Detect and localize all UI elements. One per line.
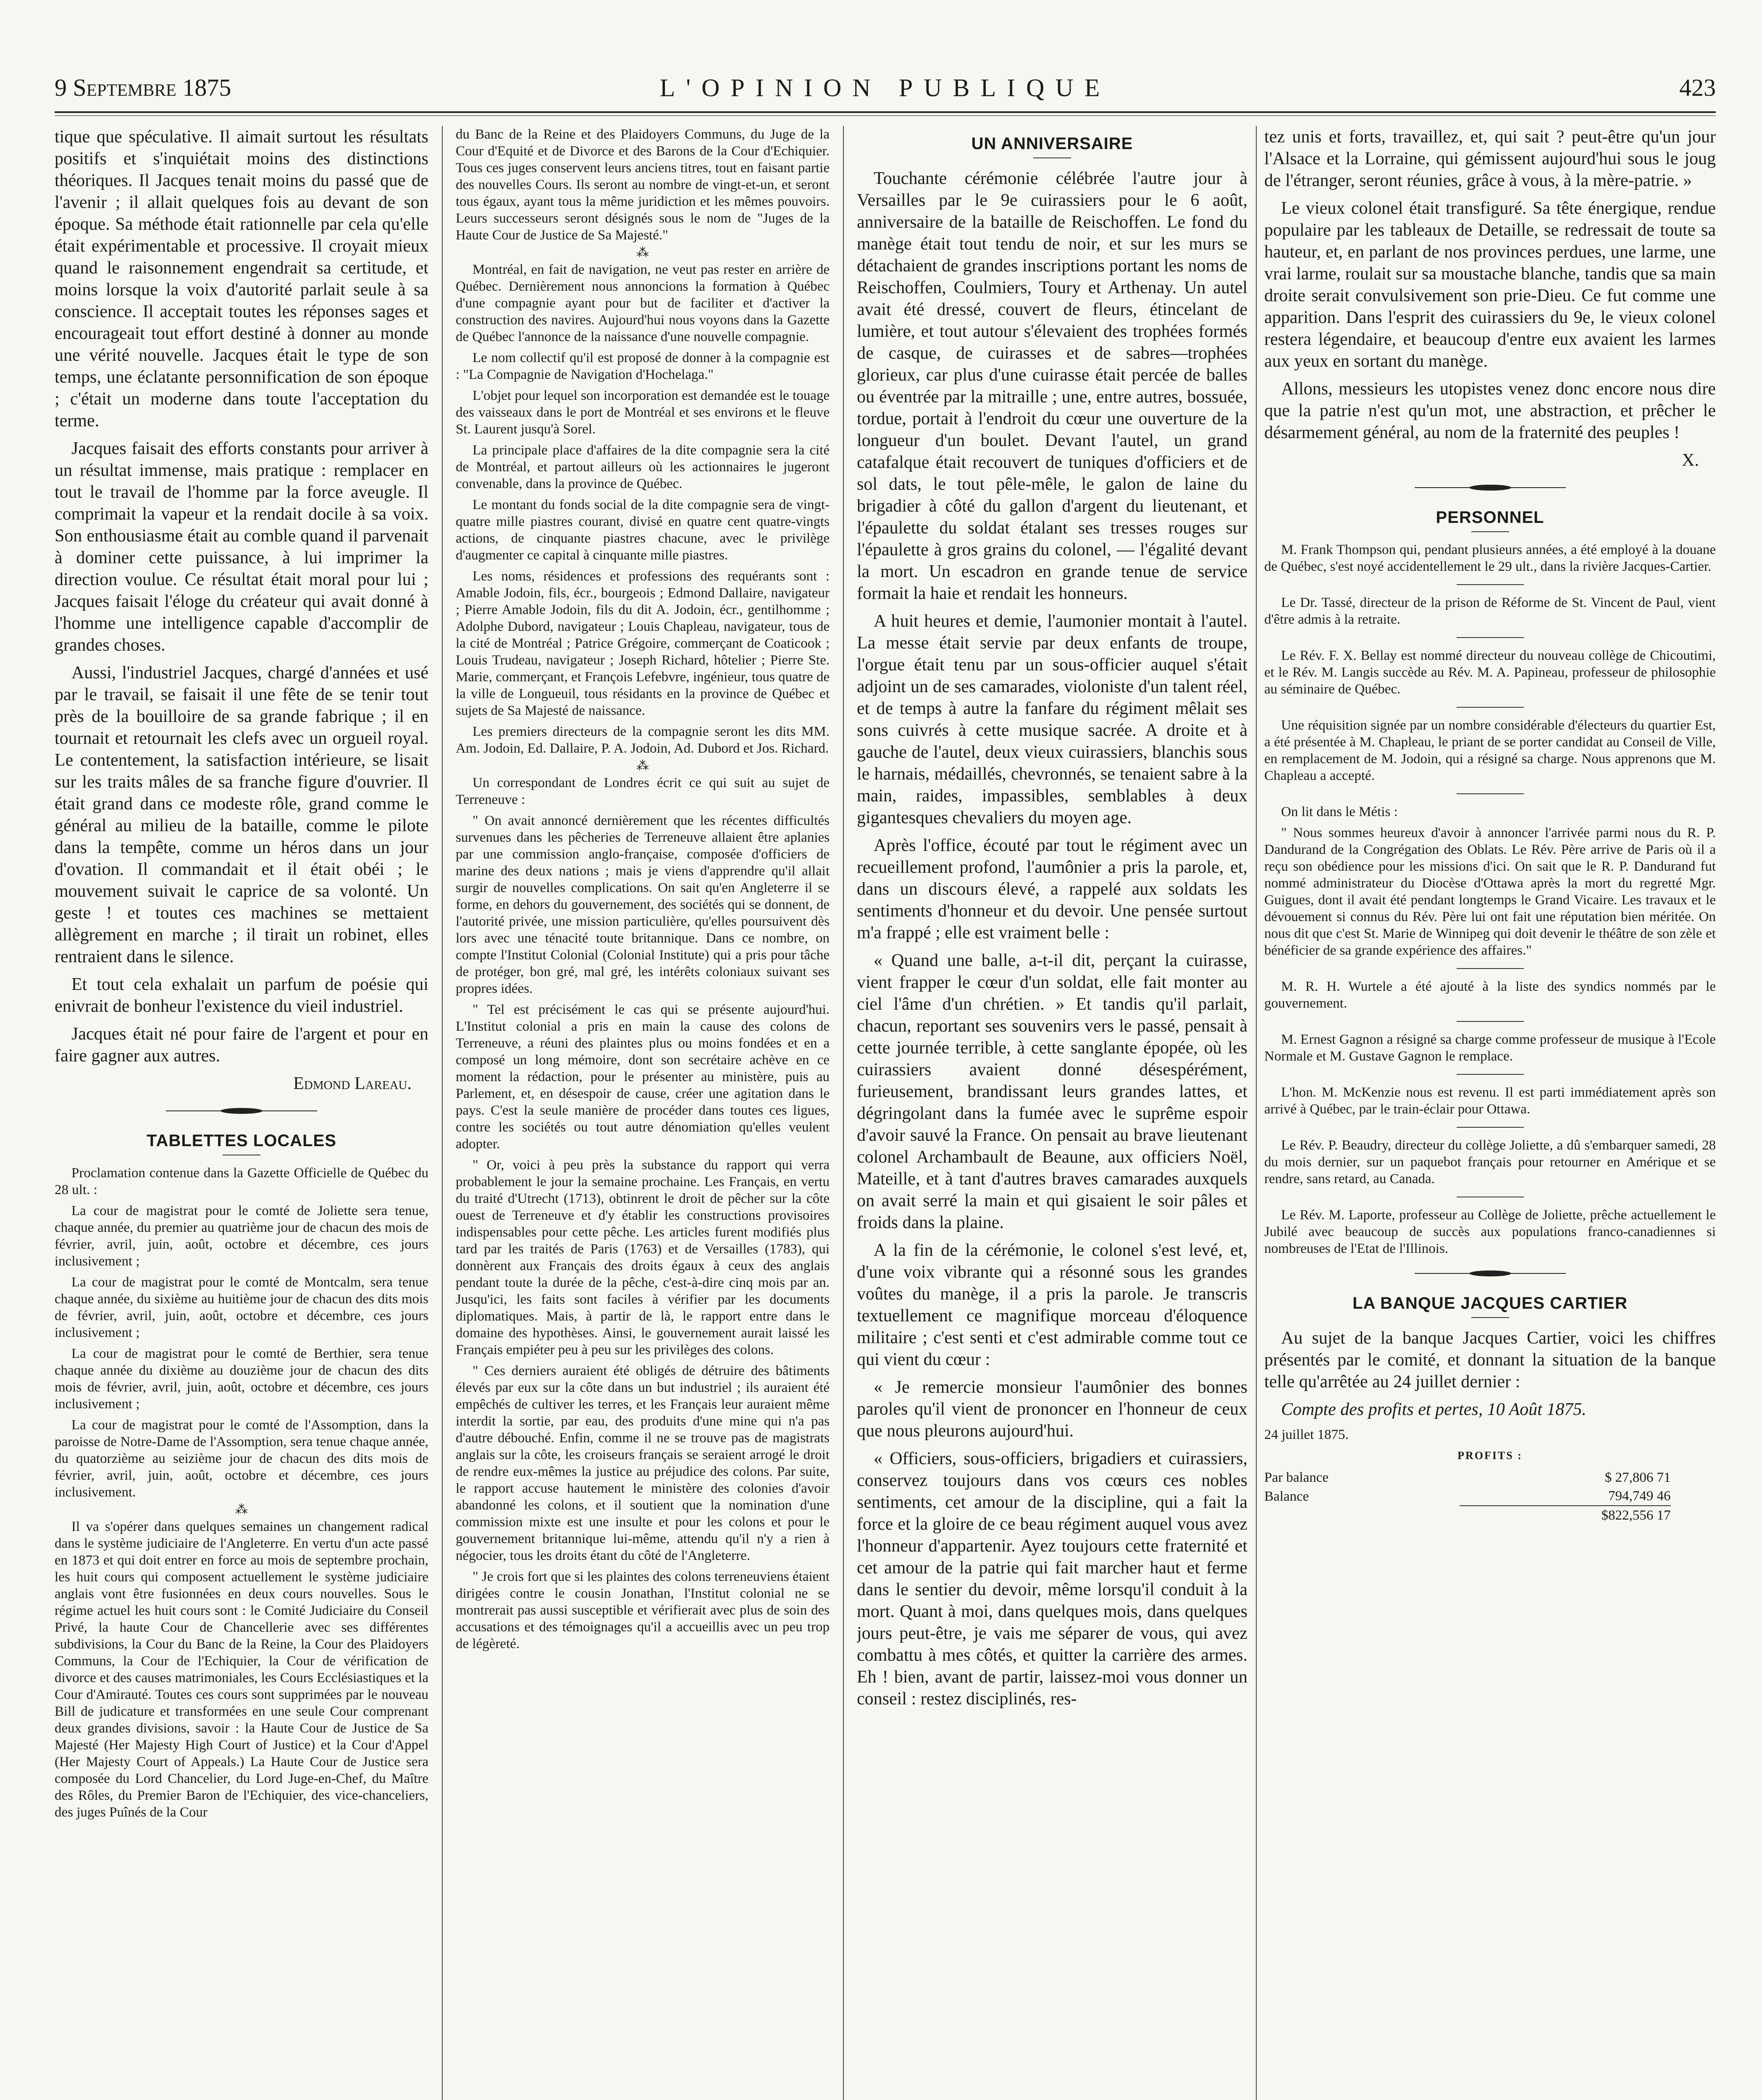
notice-divider	[1457, 1021, 1524, 1022]
header-title: L'OPINION PUBLIQUE	[659, 74, 1111, 102]
rule-ornament-icon	[1415, 1270, 1566, 1277]
table-row	[1264, 1468, 1671, 1487]
article-paragraph: « Officiers, sous-officiers, brigadiers et cuirassiers, conservez toujours dans vos cœurs ces nobles sentiments, cet amour de la discipline, qui a fait la force et la gloire de ce beau régiment auquel vous avez l'honneur d'appartenir. Ayez toujours cette fraternité et cet amour de la patrie qui fait marcher haut et ferme dans le sentier du devoir, même lorsqu'il conduit à la mort. Quant à moi, dans quelques mois, dans quelques jours peut-être, je vais me séparer de vous, qui avez combattu à mes côtés, et quitter la carrière des armes. Eh ! bien, avant de partir, laissez-moi vous donner un conseil : restez disciplinés, res-	[857, 1449, 1247, 1709]
table-date: 24 juillet 1875.	[1264, 1427, 1349, 1442]
notice-paragraph: L'objet pour lequel son incorporation est demandée est le touage des vaisseaux dans le port de Montréal et ses environs et le fleuve St. Laurent jusqu'à Sorel.	[456, 388, 830, 437]
notice-paragraph: Les noms, résidences et professions des requérants sont : Amable Jodoin, fils, écr., bourgeois ; Edmond Dallaire, navigateur ; Pierre Amable Jodoin, fils du dit A. Jodoin, écr., gentilhomme ; Adolphe Dubord, navigateur ; Louis Chapleau, navigateur, tous de la cité de Montréal ; Patrice Grégoire, commerçant de Coaticook ; Louis Trudeau, navigateur ; Joseph Richard, hôtelier ; Pierre Ste. Marie, commerçant, et François Lefebvre, ingénieur, tous quatre de la ville de Longueuil, tous résidants en la province de Québec et sujets de Sa Majesté de naissance.	[456, 569, 830, 718]
article-paragraph: Compte des profits et pertes, 10 Août 1875.	[1281, 1400, 1586, 1419]
notice-paragraph: La cour de magistrat pour le comté de Berthier, sera tenue chaque année du dixième au douzième jour de chacun des dits mois de février, avril, juin, août, octobre et décembre, ces jours inclusivement ;	[55, 1346, 428, 1412]
article-paragraph: Allons, messieurs les utopistes venez donc encore nous dire que la patrie n'est qu'un mot, une abstraction, et prêcher le désarmement général, au nom de la fraternité des peuples !	[1264, 379, 1716, 442]
notice-divider	[1457, 793, 1524, 794]
notice-paragraph: Un correspondant de Londres écrit ce qui suit au sujet de Terreneuve :	[456, 775, 830, 807]
section-heading: LA BANQUE JACQUES CARTIER	[1352, 1294, 1628, 1312]
header-rule	[55, 111, 1716, 113]
notice-paragraph: " Tel est précisément le cas qui se présente aujourd'hui. L'Institut colonial a pris en main la cause des colons de Terreneuve, a réuni des plaintes plus ou moins fondées et en a composé un long mémoire, dont son secrétaire achève en ce moment la rédaction, pour le présenter au ministère, puis au Parlement, et, en désespoir de cause, créer une agitation dans le pays. C'est la seule manière de procéder dans toutes ces ligues, contre les sociétés ou tout autre dénomiation qu'elles veulent adopter.	[456, 1002, 830, 1152]
row-label: Par balance	[1264, 1470, 1329, 1485]
article-paragraph: Aussi, l'industriel Jacques, chargé d'années et usé par le travail, se faisait il une fête de se tenir tout près de la bouilloire de sa grande fabrique ; il en tournait et retournait les clefs avec un orgueil royal. Le contentement, la satisfaction intérieure, se lisait sur les traits mâles de sa franche figure d'ouvrier. Il était grand dans ce modeste rôle, grand comme le général au milieu de la bataille, comme le pilote dans la tempête, comme un héros dans un jour d'ovation. Il commandait et il était obéi ; le mouvement suivait le caprice de sa volonté. Un geste ! et toutes ces machines se mettaient allègrement en marche ; il tirait un robinet, elles rentraient dans le silence.	[55, 663, 428, 966]
column-4	[1264, 126, 1716, 2100]
row-label: Balance	[1264, 1488, 1309, 1504]
section-heading: PERSONNEL	[1436, 508, 1544, 527]
notice-paragraph: " Ces derniers auraient été obligés de détruire des bâtiments élevés par eux sur la côte dans un but industriel ; ils auraient été empêchés de cultiver les terres, et les Français leur auraient même interdit la sortie, par eau, des produits d'une mine qui n'a pas d'autre débouché. Enfin, comme il ne se trouve pas de magistrats anglais sur la côte, les croiseurs français se seraient arrogé le droit de rendre eux-mêmes la justice au préjudice des colons. Par suite, le rapport accuse hautement le ministère des colonies d'avoir abandonné les colons, et il soutient que la nomination d'une commission mixte est une insulte et pour les colons et pour le gouvernement britannique lui-même, attendu qu'il n'y a rien à négocier, tous les droits étant du côté de l'Angleterre.	[456, 1363, 830, 1563]
notice-paragraph: Proclamation contenue dans la Gazette Officielle de Québec du 28 ult. :	[55, 1166, 428, 1197]
article-paragraph: A la fin de la cérémonie, le colonel s'est levé, et, d'une voix vibrante qui a résonné sous les grandes voûtes du manège, il a pris la parole. Je transcris textuellement ce magnifique morceau d'éloquence militaire ; c'est senti et c'est admirable comme tout ce qui vient du cœur :	[857, 1241, 1247, 1369]
table-row	[1264, 1506, 1671, 1525]
notice-divider	[1457, 968, 1524, 969]
notice-paragraph: On lit dans le Métis :	[1281, 804, 1398, 819]
notice-paragraph: " Nous sommes heureux d'avoir à annoncer l'arrivée parmi nous du R. P. Dandurand de la Congrégation des Oblats. Le Rév. Père arrive de Paris où il a reçu son obédience pour les missions d'ici. On sait que le R. P. Dandurand fut nommé administrateur du Diocèse d'Ottawa après la mort du regretté Mgr. Guigues, dont il avait été pendant longtemps le Grand Vicaire. Les travaux et le dévouement si connus du Rév. Père lui ont fait une réputation bien méritée. On nous dit que c'est St. Marie de Winnipeg qui doit devenir le théâtre de son zèle et bénéficier de sa grande expérience des affaires."	[1264, 825, 1716, 958]
asterism-icon: ⁂	[235, 1503, 248, 1517]
column-divider	[843, 126, 844, 2100]
column-1	[55, 126, 428, 2100]
article-paragraph: Jacques faisait des efforts constants pour arriver à un résultat immense, mais pratique : remplacer en tout le travail de l'homme par la force aveugle. Il comprimait la vapeur et la rendait docile à sa voix. Son enthousiasme était au comble quand il parvenait à dominer cette puissance, à lui imprimer la direction voulue. Ce résultat était moral pour lui ; Jacques faisait l'éloge du créateur qui avait donné à l'homme une intelligence capable d'accomplir de grandes choses.	[55, 439, 428, 655]
author-signature: X.	[1682, 451, 1699, 470]
table-total: $822,556 17	[1460, 1506, 1670, 1525]
column-divider	[442, 126, 443, 2100]
article-paragraph: « Quand une balle, a-t-il dit, perçant la cuirasse, vient frapper le cœur d'un soldat, elle fait monter au ciel l'âme d'un chrétien. » Et tandis qu'il parlait, chacun, reportant ses souvenirs vers le passé, pensait à cette journée terrible, à cette sanglante épopée, où les cuirassiers avaient donné désespérément, furieusement, brandissant leurs grandes lattes, et dégringolant dans la fumée avec le suprême espoir d'avoir sauvé la France. On pensait au brave lieutenant colonel Archambault de Beaune, aux officiers Noël, Mateille, et à tant d'autres braves camarades auxquels on avait serré la main et qui gisaient le soir pâles et froids dans la plaine.	[857, 951, 1247, 1232]
article-paragraph: tez unis et forts, travaillez, et, qui sait ? peut-être qu'un jour l'Alsace et la Lorraine, qui gémissent aujourd'hui sous le joug de l'étranger, seront réunies, grâce à vous, à la mère-patrie. »	[1264, 127, 1716, 190]
asterism-icon: ⁂	[636, 246, 649, 260]
notice-paragraph: La cour de magistrat pour le comté de l'Assomption, dans la paroisse de Notre-Dame de l'Assomption, sera tenue chaque année, du quatorzième au seizième jour de chacun des dits mois de février, avril, juin, août, octobre et décembre, ces jours inclusivement.	[55, 1418, 428, 1500]
notice-paragraph: La cour de magistrat pour le comté de Joliette sera tenue, chaque année, du premier au quatrième jour de chacun des mois de février, avril, juin, août, octobre et décembre, ces jours inclusivement ;	[55, 1203, 428, 1269]
notice-paragraph: du Banc de la Reine et des Plaidoyers Communs, du Juge de la Cour d'Equité et de Divorce et des Barons de la Cour d'Echiquier. Tous ces juges conservent leurs anciens titres, tout en faisant partie des nouvelles Cours. Ils seront au nombre de vingt-et-un, et seront tous égaux, ayant tous la même juridiction et les mêmes pouvoirs. Leurs successeurs seront désignés sous le nom de "Juges de la Haute Cour de Justice de Sa Majesté."	[456, 127, 830, 243]
notice-paragraph: La principale place d'affaires de la dite compagnie sera la cité de Montréal, et partout ailleurs où les actionnaires le jugeront convenable, dans la province de Québec.	[456, 443, 830, 491]
profits-table	[1264, 1468, 1671, 1525]
header-date: 9 Septembre 1875	[55, 74, 231, 101]
article-paragraph: Touchante cérémonie célébrée l'autre jour à Versailles par le 9e cuirassiers pour le 6 août, anniversaire de la bataille de Reischoffen. Le fond du manège était tout tendu de noir, et sur les murs se détachaient de grandes inscriptions portant les noms de Reischoffen, Coulmiers, Toury et Arthenay. Un autel avait été dressé, couvert de fleurs, étincelant de lumière, et tout autour s'élevaient des trophées formés de casque, de cuirasses et de sabres—trophées glorieux, car plus d'une cuirasse était percée de balles ou éventrée par la mitraille ; une, entre autres, bossuée, tordue, portait à l'endroit du cœur une ouverture de la longueur d'un boulet. Devant l'autel, un grand catafalque était recouvert de tuniques d'officiers et de sol dats, le tout pêle-mêle, le galon de laine du brigadier à côté du gallon d'argent du lieutenant, et l'épaulette du soldat étalant ses tresses rouges sur l'épaulette à gros grains du colonel, — l'égalité devant la mort. Un escadron en grande tenue de service formait la haie et rendait les honneurs.	[857, 169, 1247, 603]
notice-paragraph: M. Frank Thompson qui, pendant plusieurs années, a été employé à la douane de Québec, s'est noyé accidentellement le 29 ult., dans la rivière Jacques-Cartier.	[1264, 542, 1716, 574]
row-amount: $ 27,806 71	[1604, 1470, 1671, 1485]
rule-ornament-icon	[166, 1107, 317, 1115]
notice-paragraph: M. Ernest Gagnon a résigné sa charge comme professeur de musique à l'Ecole Normale et M. Gustave Gagnon le remplace.	[1264, 1032, 1716, 1064]
column-3	[857, 126, 1247, 2100]
article-paragraph: Au sujet de la banque Jacques Cartier, voici les chiffres présentés par le comité, et donnant la situation de la banque telle qu'arrêtée au 24 juillet dernier :	[1264, 1328, 1716, 1391]
notice-paragraph: Montréal, en fait de navigation, ne veut pas rester en arrière de Québec. Dernièrement nous annoncions la formation à Québec d'une compagnie ayant pour but de faciliter et d'activer la construction des navires. Aujourd'hui nous voyons dans la Gazette de Québec l'annonce de la naissance d'une nouvelle compagnie.	[456, 262, 830, 344]
article-paragraph: « Je remercie monsieur l'aumônier des bonnes paroles qu'il vient de prononcer en l'honneur de ceux que nous pleurons aujourd'hui.	[857, 1378, 1247, 1441]
table-row	[1264, 1487, 1671, 1506]
heading-rule	[1471, 531, 1509, 532]
notice-paragraph: Le Rév. P. Beaudry, directeur du collège Joliette, a dû s'embarquer samedi, 28 du mois dernier, sur un paquebot français pour retourner en Amérique et se rendre, sans retard, au Canada.	[1264, 1138, 1716, 1186]
rule-ornament-icon	[1415, 484, 1566, 491]
notice-divider	[1457, 1127, 1524, 1128]
row-amount: 794,749 46	[1608, 1488, 1671, 1504]
column-2	[456, 126, 830, 2100]
section-heading: TABLETTES LOCALES	[147, 1131, 336, 1150]
notice-paragraph: " Je crois fort que si les plaintes des colons terreneuviens étaient dirigées contre le cousin Jonathan, l'Institut colonial ne se montrerait pas aussi susceptible et vérifierait avec plus de soin des accusations et des témoignages qu'il a accueillis avec un peu trop de légèreté.	[456, 1569, 830, 1651]
notice-paragraph: M. R. H. Wurtele a été ajouté à la liste des syndics nommés par le gouvernement.	[1264, 979, 1716, 1011]
notice-divider	[1457, 1074, 1524, 1075]
article-paragraph: Jacques était né pour faire de l'argent et pour en faire gagner aux autres.	[55, 1024, 428, 1066]
section-heading: UN ANNIVERSAIRE	[971, 134, 1133, 153]
notice-paragraph: Les premiers directeurs de la compagnie seront les dits MM. Am. Jodoin, Ed. Dallaire, P. A. Jodoin, Ad. Dubord et Jos. Richard.	[456, 724, 830, 756]
notice-paragraph: Le montant du fonds social de la dite compagnie sera de vingt-quatre mille piastres courant, divisé en quatre cent quatre-vingts actions, de cinquante piastres chacune, avec le privilège d'augmenter ce capital à cinquante mille piastres.	[456, 497, 830, 563]
article-paragraph: A huit heures et demie, l'aumonier montait à l'autel. La messe était servie par deux enfants de troupe, l'orgue était tenu par un sous-officier auquel s'était adjoint un de ses camarades, violoniste d'un talent réel, et de temps à autre la fanfare du régiment mêlait ses sons cuivrés à cette musique sacrée. A droite et à gauche de l'autel, deux vieux cuirassiers, blanchis sous le harnais, médaillés, chevronnés, se tenaient sabre à la main, raides, impassibles, semblables à deux gigantesques chevaliers du moyen age.	[857, 612, 1247, 827]
notice-paragraph: Le nom collectif qu'il est proposé de donner à la compagnie est : "La Compagnie de Navigation d'Hochelaga."	[456, 350, 830, 382]
notice-paragraph: Il va s'opérer dans quelques semaines un changement radical dans le système judiciaire de l'Angleterre. En vertu d'un acte passé en 1873 et qui doit entrer en force au mois de septembre prochain, les huit cours qui composent actuellement le système judiciaire anglais vont être fusionnées en deux cours nouvelles. Sous le régime actuel les huit cours sont : le Comité Judiciaire du Conseil Privé, la haute Cour de Chancellerie avec ses différentes subdivisions, la Cour du Banc de la Reine, la Cour des Plaidoyers Communs, la Cour de l'Echiquier, la Cour de vérification de divorce et des causes matrimoniales, les Cours Ecclésiastiques et la Cour d'Amirauté. Toutes ces cours sont supprimées par le nouveau Bill de judicature et transformées en une seule Cour comprenant deux grandes divisions, savoir : la Haute Cour de Justice de Sa Majesté (Her Majesty High Court of Justice) et la Cour d'Appel (Her Majesty Court of Appeals.) La Haute Cour de Justice sera composée du Lord Chancelier, du Lord Juge-en-Chef, du Maître des Rôles, du Premier Baron de l'Echiquier, des vice-chanceliers, des juges Puînés de la Cour	[55, 1519, 428, 1820]
column-divider	[1256, 126, 1257, 2100]
notice-paragraph: " On avait annoncé dernièrement que les récentes difficultés survenues dans les pêcheries de Terreneuve allaient être aplanies par une commission anglo-française, composée d'officiers de marine des deux nations ; mais je viens d'apprendre qu'il allait surgir de nouvelles complications. On sait qu'en Angleterre il se forme, en dehors du gouvernement, des sociétés qui se donnent, de l'autorité privée, une mission particulière, qu'elles poursuivent dès lors avec une ténacité toute britannique. Dans ce nombre, on compte l'Institut Colonial (Colonial Institute) qui a pris pour tâche de protéger, bon gré, mal gré, les intérêts coloniaux suivant ses propres idées.	[456, 813, 830, 996]
notice-divider	[1457, 707, 1524, 708]
article-paragraph: Après l'office, écouté par tout le régiment avec un recueillement profond, l'aumônier a pris la parole, et, dans un discours élevé, a rappelé aux soldats les sentiments d'honneur et du devoir. Une pensée surtout m'a frappé ; elle est vraiment belle :	[857, 836, 1247, 942]
notice-paragraph: Une réquisition signée par un nombre considérable d'électeurs du quartier Est, a été présentée à M. Chapleau, le priant de se porter candidat au Conseil de Ville, en remplacement de M. Jodoin, qui a résigné sa charge. Nous apprenons que M. Chapleau a accepté.	[1264, 718, 1716, 783]
notice-paragraph: Le Dr. Tassé, directeur de la prison de Réforme de St. Vincent de Paul, vient d'être admis à la retraite.	[1264, 595, 1716, 627]
notice-paragraph: L'hon. M. McKenzie nous est revenu. Il est parti immédiatement après son arrivé à Québec, par le train-éclair pour Ottawa.	[1264, 1085, 1716, 1117]
notice-paragraph: Le Rév. M. Laporte, professeur au Collège de Joliette, prêche actuellement le Jubilé avec beaucoup de succès aux populations franco-canadiennes si nombreuses de l'Etat de l'Illinois.	[1264, 1208, 1716, 1256]
notice-divider	[1457, 637, 1524, 638]
heading-rule	[1471, 1317, 1509, 1318]
article-paragraph: tique que spéculative. Il aimait surtout les résultats positifs et s'inquiétait moins des distinctions théoriques. Il Jacques tenait moins du passé que de l'avenir ; il allait quelques fois au devant de son époque. Sa méthode était rationnelle par cela qu'elle était expérimentable et processive. Il croyait mieux quand le raisonnement engendrait sa certitude, et moins lorsque la voix d'autorité parlait seule à sa conscience. Il acceptait toutes les réponses sages et encourageait tout effort destiné à donner au monde une vérité nouvelle. Jacques était le type de son temps, une éclatante personnification de son époque ; c'était un moderne dans toute l'acceptation du terme.	[55, 127, 428, 430]
article-paragraph: Et tout cela exhalait un parfum de poésie qui enivrait de bonheur l'existence du vieil industriel.	[55, 975, 428, 1016]
notice-paragraph: Le Rév. F. X. Bellay est nommé directeur du nouveau collège de Chicoutimi, et le Rév. M. Langis succède au Rév. M. A. Papineau, professeur de philosophie au séminaire de Québec.	[1264, 648, 1716, 697]
table-title: PROFITS :	[1457, 1449, 1523, 1462]
author-signature: Edmond Lareau.	[293, 1074, 412, 1093]
notice-paragraph: La cour de magistrat pour le comté de Montcalm, sera tenue chaque année, du sixième au huitième jour de chacun des dits mois de février, avril, juin, août, octobre et décembre, ces jours inclusivement ;	[55, 1275, 428, 1340]
asterism-icon: ⁂	[636, 759, 649, 773]
article-paragraph: Le vieux colonel était transfiguré. Sa tête énergique, rendue populaire par les tableaux de Detaille, se redressait de toute sa hauteur, et, en parlant de nos provinces perdues, une larme, une vrai larme, roulait sur sa moustache blanche, tandis que sa main droite serait convulsivement son prie-Dieu. Ce fut comme une apparition. Dans l'esprit des cuirassiers du 9e, le vieux colonel restera légendaire, et beaucoup d'entre eux avaient les larmes aux yeux en sortant du manège.	[1264, 199, 1716, 371]
header-page-number: 423	[1679, 74, 1716, 101]
notice-divider	[1457, 584, 1524, 585]
notice-paragraph: " Or, voici à peu près la substance du rapport qui verra probablement le jour la semaine prochaine. Les Français, en vertu du traité d'Utrecht (1713), obtinrent le droit de pêcher sur la côte ouest de Terreneuve et d'y établir les constructions provisoires indispensables pour cette pêche. Les articles furent modifiés plus tard par les traités de Paris (1763) et de Versailles (1783), qui donnèrent aux Français des droits égaux à ceux des anglais pendant toute la durée de la pêche, c'est-à-dire cinq mois par an. Jusqu'ici, les faits sont faciles à vérifier par les documents diplomatiques. Mais, à partir de là, le rapport entre dans le domaine des hypothèses. Ainsi, le gouvernement aurait laissé les Français empiéter peu à peu sur les privilèges des colons.	[456, 1158, 830, 1357]
